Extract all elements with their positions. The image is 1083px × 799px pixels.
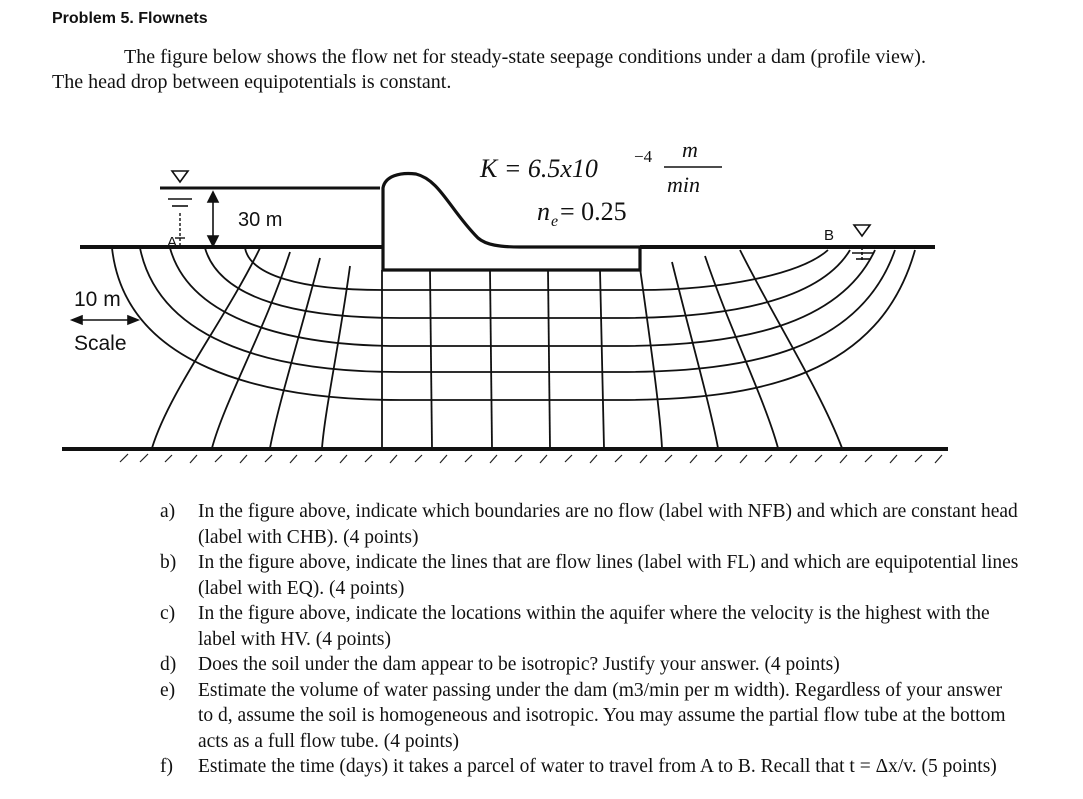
question-f (160, 754, 1020, 780)
equipotential-line-7 (490, 270, 492, 448)
scale-label: Scale (74, 332, 127, 355)
question-a-text: In the figure above, indicate which boundaries are no flow (label with NFB) and which are constant head (label with CHB). (4 points) (198, 501, 1018, 548)
head-dimension-arrow (197, 192, 222, 247)
equipotential-line-1 (152, 248, 260, 448)
question-e (160, 678, 1020, 755)
porosity-subscript: e (551, 213, 559, 230)
conductivity-exponent: −4 (634, 147, 653, 166)
scale-length-label: 10 m (74, 288, 121, 311)
point-b-label: B (824, 227, 835, 244)
question-b-text: In the figure above, indicate the lines that are flow lines (label with FL) and which are equipotential lines (label with EQ). (4 points) (198, 552, 1019, 599)
conductivity-equation (479, 137, 722, 197)
question-c (160, 601, 1020, 652)
flow-net-figure (0, 120, 1083, 480)
equipotential-line-4 (322, 266, 350, 448)
question-c-label: c) (160, 603, 176, 624)
question-b (160, 550, 1020, 601)
head-label: 30 m (238, 209, 283, 231)
downstream-water-symbol (852, 225, 874, 262)
equipotential-line-11 (672, 262, 718, 448)
question-list (160, 499, 1020, 780)
unit-denominator: min (667, 172, 700, 197)
equipotential-line-2 (212, 252, 290, 448)
question-b-label: b) (160, 552, 177, 573)
porosity-value: = 0.25 (560, 197, 627, 226)
conductivity-value: K = 6.5x10 (480, 154, 598, 183)
equipotential-line-10 (640, 268, 662, 448)
question-d-text: Does the soil under the dam appear to be isotropic? Justify your answer. (4 points) (198, 654, 840, 675)
point-a-label: A (167, 234, 178, 251)
intro-line-1: The figure below shows the flow net for steady-state seepage conditions under a dam (profile view). (124, 46, 926, 68)
problem-title: Problem 5. Flownets (52, 10, 208, 27)
base-hatching (120, 454, 942, 463)
porosity-equation (537, 197, 627, 230)
equipotential-line-6 (430, 270, 432, 448)
question-d-label: d) (160, 654, 177, 675)
intro-line-2: The head drop between equipotentials is constant. (52, 71, 452, 93)
question-c-text: In the figure above, indicate the locations within the aquifer where the velocity is the highest with the label with HV. (4 points) (198, 603, 990, 650)
question-f-text: Estimate the time (days) it takes a parcel of water to travel from A to B. Recall that t = Δx/v. (5 points) (198, 756, 997, 777)
question-d (160, 652, 1020, 678)
intro-paragraph (52, 45, 1052, 95)
question-f-label: f) (160, 756, 173, 777)
question-a-label: a) (160, 501, 176, 522)
porosity-symbol: n (537, 197, 550, 226)
scale-bar (72, 316, 138, 324)
unit-numerator: m (682, 137, 698, 162)
equipotential-line-8 (548, 270, 550, 448)
question-e-label: e) (160, 679, 176, 701)
equipotential-line-9 (600, 270, 604, 448)
question-a (160, 499, 1020, 550)
equipotential-line-12 (705, 256, 778, 448)
question-e-text: Estimate the volume of water passing under the dam (m3/min per m width). Regardless of your answer to d, assume the soil is homogeneous and isotropic. You may assume the partial flow tube at the bottom acts as a full flow tube. (4 points) (198, 679, 1006, 752)
